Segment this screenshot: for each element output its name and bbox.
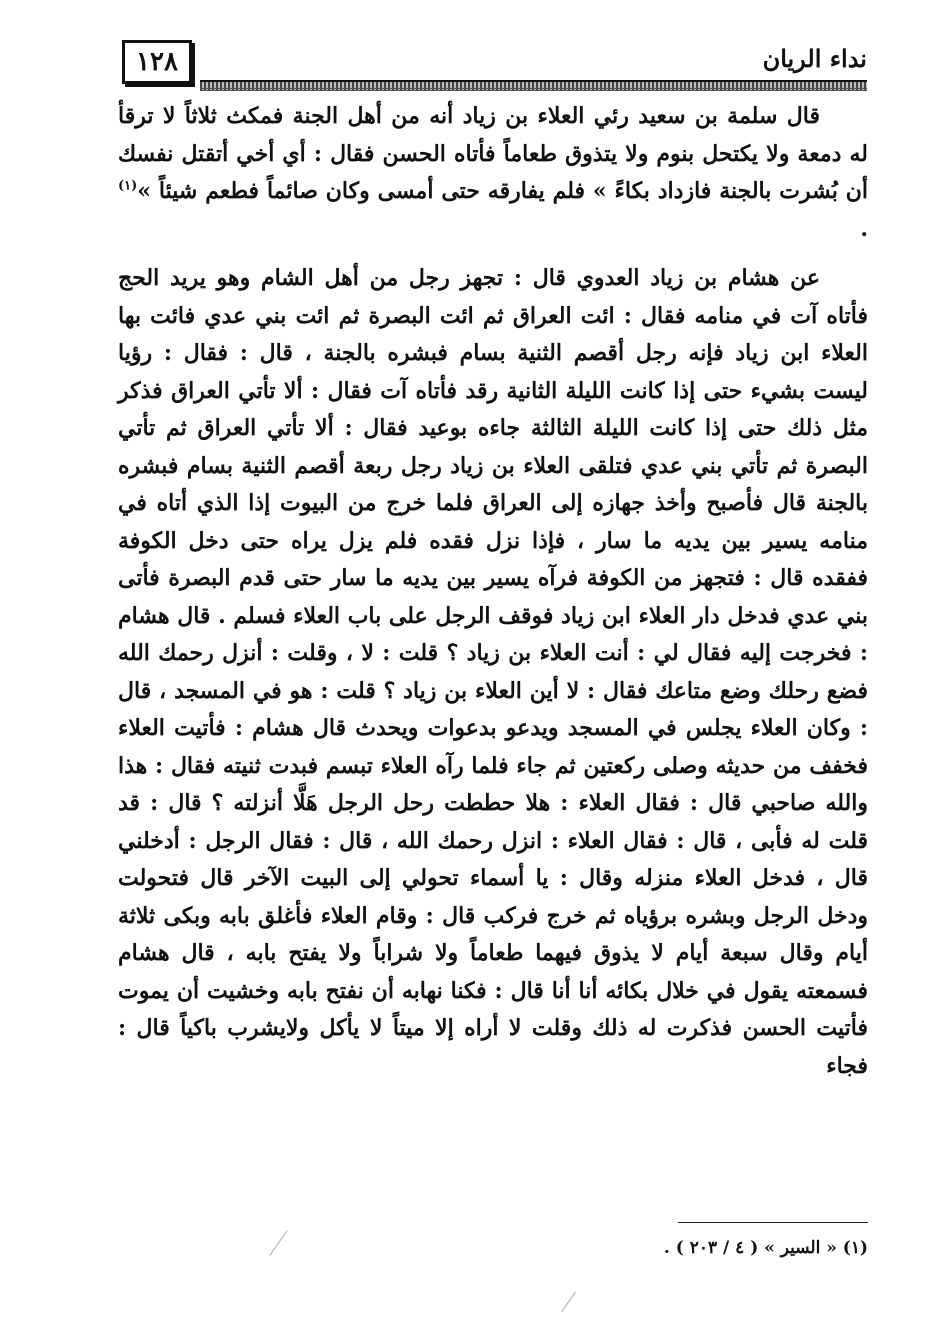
scan-mark <box>561 1292 576 1312</box>
header-rule <box>200 80 867 91</box>
footnote-rule <box>678 1222 868 1223</box>
page-header <box>122 40 867 92</box>
scan-mark <box>269 1230 287 1255</box>
paragraph-1 <box>118 98 868 248</box>
footnote: (١) « السير » ( ٤ / ٢٠٣ ) . <box>663 1238 868 1258</box>
running-title: نداء الريان <box>762 44 867 73</box>
paragraph-2: عن هشام بن زياد العدوي قال : تجهز رجل من أهل الشام وهو يريد الحج فأتاه آت في منامه فقال : ائت العراق ثم ائت البصرة ثم ائت بني عدي فائت بها العلاء ابن زياد فإنه رجل أقصم الثنية بسام فبشره بالجنة ، قال : فقال : رؤيا ليست بشيء حتى إذا كانت الليلة الثانية رقد فأتاه آت فقال : ألا تأتي العراق فذكر مثل ذلك حتى إذا كانت الليلة الثالثة جاءه بوعيد فقال : ألا تأتي العراق ثم تأتي البصرة ثم تأتي بني عدي فتلقى العلاء بن زياد رجل ربعة أقصم الثنية بسام فبشره بالجنة قال فأصبح وأخذ جهازه إلى العراق فلما خرج من البيوت إذا الذي أتاه في منامه يسير بين يديه ما سار ، فإذا نزل فقده فلم يزل يراه حتى دخل الكوفة ففقده قال : فتجهز من الكوفة فرآه يسير بين يديه ما سار حتى قدم البصرة فأتى بني عدي فدخل دار العلاء ابن زياد فوقف الرجل على باب العلاء فسلم . قال هشام : فخرجت إليه فقال لي : أنت العلاء بن زياد ؟ قلت : لا ، وقلت : أنزل رحمك الله فضع رحلك وضع متاعك فقال : لا أين العلاء بن زياد ؟ قلت : هو في المسجد ، قال : وكان العلاء يجلس في المسجد ويدعو بدعوات ويحدث قال هشام : فأتيت العلاء فخفف من حديثه وصلى ركعتين ثم جاء فلما رآه العلاء تبسم فبدت ثنيته فقال : هذا والله صاحبي قال : فقال العلاء : هلا حططت رحل الرجل هَلَّا أنزلته ؟ قال : قد قلت له فأبى ، قال : فقال العلاء : انزل رحمك الله ، قال : فقال الرجل : أدخلني قال ، فدخل العلاء منزله وقال : يا أسماء تحولي إلى البيت الآخر قال فتحولت ودخل الرجل وبشره برؤياه ثم خرج فركب قال : وقام العلاء فأغلق بابه وبكى ثلاثة أيام وقال سبعة أيام لا يذوق فيهما طعاماً ولا شراباً ولا يفتح بابه ، قال هشام فسمعته يقول في خلال بكائه أنا أنا قال : فكنا نهابه أن نفتح بابه وخشيت أن يموت فأتيت الحسن فذكرت له ذلك وقلت لا أراه إلا ميتاً لا يأكل ولايشرب باكياً قال : فجاء <box>118 265 868 1079</box>
page-number: ١٢٨ <box>122 40 192 84</box>
footnote-reference: (١) <box>118 178 138 194</box>
paragraph-1-tail: . <box>860 215 868 242</box>
body-text <box>118 98 868 1085</box>
paragraph-1-text: قال سلمة بن سعيد رئي العلاء بن زياد أنه من أهل الجنة فمكث ثلاثاً لا ترقأ له دمعة ولا يكتحل بنوم ولا يتذوق طعاماً فأتاه الحسن فقال : أي أخي أتقتل نفسك أن بُشرت بالجنة فازداد بكاءً » فلم يفارقه حتى أمسى وكان صائماً فطعم شيئاً » <box>118 103 868 204</box>
